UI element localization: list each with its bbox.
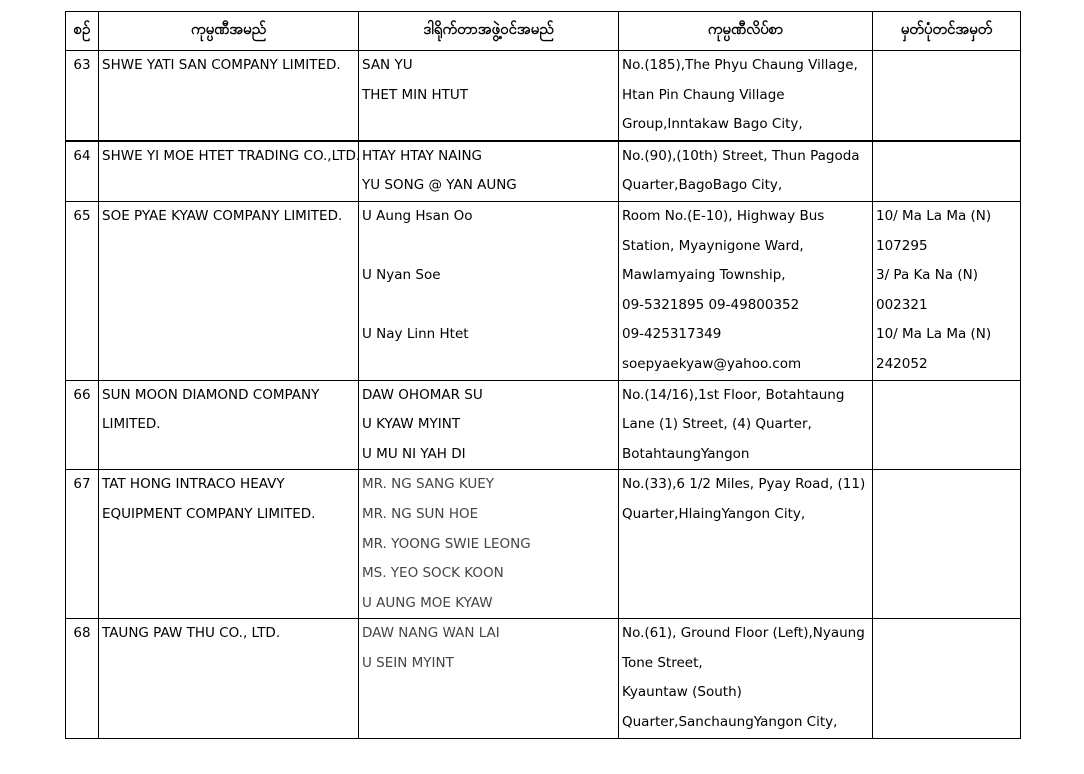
director-name: MR. NG SANG KUEY bbox=[362, 476, 495, 493]
address-line: Tone Street, bbox=[622, 654, 703, 671]
company-name: SOE PYAE KYAW COMPANY LIMITED. bbox=[102, 207, 343, 224]
row-number: 65 bbox=[73, 207, 91, 224]
row-number-cell bbox=[66, 201, 99, 380]
address-line: No.(33),6 1/2 Miles, Pyay Road, (11) bbox=[622, 476, 866, 493]
address-line-cell bbox=[619, 51, 873, 141]
address-line: No.(61), Ground Floor (Left),Nyaung bbox=[622, 625, 865, 642]
director-name: U Nyan Soe bbox=[362, 267, 441, 284]
header-company-address: ကုမ္ပဏီလိပ်စာ bbox=[619, 12, 873, 51]
address-line: No.(14/16),1st Floor, Botahtaung bbox=[622, 386, 845, 403]
address-line: soepyaekyaw@yahoo.com bbox=[622, 355, 802, 372]
director-name-cell bbox=[359, 470, 619, 619]
address-line-cell bbox=[619, 380, 873, 470]
table-row bbox=[66, 51, 1021, 141]
address-line: Lane (1) Street, (4) Quarter, bbox=[622, 416, 812, 433]
director-name: DAW NANG WAN LAI bbox=[362, 625, 500, 642]
company-name: TAT HONG INTRACO HEAVY bbox=[102, 476, 285, 493]
company-name: SHWE YI MOE HTET TRADING CO.,LTD. bbox=[102, 147, 361, 164]
row-number-cell bbox=[66, 51, 99, 141]
row-number: 68 bbox=[73, 625, 91, 642]
registration-number-cell bbox=[873, 51, 1021, 141]
header-no: စဉ် bbox=[66, 12, 99, 51]
registration-number-cell bbox=[873, 619, 1021, 738]
table-row bbox=[66, 141, 1021, 202]
director-name: U Nay Linn Htet bbox=[362, 326, 469, 343]
director-name: U AUNG MOE KYAW bbox=[362, 594, 493, 611]
registration-number: 10/ Ma La Ma (N) bbox=[876, 207, 992, 224]
director-name: THET MIN HTUT bbox=[362, 86, 469, 103]
director-name: MS. YEO SOCK KOON bbox=[362, 565, 504, 582]
row-number: 63 bbox=[73, 57, 91, 73]
address-line-cell bbox=[619, 470, 873, 619]
director-name: MR. YOONG SWIE LEONG bbox=[362, 535, 531, 552]
registration-number-cell bbox=[873, 380, 1021, 470]
company-name: TAUNG PAW THU CO., LTD. bbox=[102, 625, 281, 642]
director-name: MR. NG SUN HOE bbox=[362, 505, 479, 522]
company-name-cell bbox=[99, 51, 359, 141]
director-name bbox=[359, 291, 618, 321]
header-company-name: ကုမ္ပဏီအမည် bbox=[99, 12, 359, 51]
header-registration-number: မှတ်ပုံတင်အမှတ် bbox=[873, 12, 1021, 51]
director-name: U SEIN MYINT bbox=[362, 654, 454, 671]
table-header-row bbox=[66, 12, 1021, 51]
address-line: BotahtaungYangon bbox=[622, 445, 750, 462]
address-line: 09-5321895 09-49800352 bbox=[622, 296, 800, 313]
registration-number: 3/ Pa Ka Na (N) bbox=[876, 267, 979, 284]
table-row bbox=[66, 470, 1021, 619]
row-number-cell bbox=[66, 470, 99, 619]
address-line: Mawlamyaing Township, bbox=[622, 267, 786, 284]
registration-number-cell bbox=[873, 470, 1021, 619]
table-row bbox=[66, 380, 1021, 470]
header-director-names: ဒါရိုက်တာအဖွဲ့ဝင်အမည် bbox=[359, 12, 619, 51]
director-name: DAW OHOMAR SU bbox=[362, 386, 483, 403]
registration-number-cell bbox=[873, 201, 1021, 380]
row-number-cell bbox=[66, 619, 99, 738]
director-name: YU SONG @ YAN AUNG bbox=[362, 177, 517, 194]
registration-number: 107295 bbox=[876, 237, 928, 254]
company-registry-table bbox=[65, 11, 1021, 739]
company-name-cell bbox=[99, 470, 359, 619]
company-name: SHWE YATI SAN COMPANY LIMITED. bbox=[102, 57, 341, 73]
director-name: HTAY HTAY NAING bbox=[362, 147, 483, 164]
director-name: U MU NI YAH DI bbox=[362, 445, 466, 462]
address-line-cell bbox=[619, 141, 873, 202]
address-line: Quarter,HlaingYangon City, bbox=[622, 505, 806, 522]
director-name bbox=[359, 232, 618, 262]
address-line: Room No.(E-10), Highway Bus bbox=[622, 207, 825, 224]
director-name-cell bbox=[359, 380, 619, 470]
address-line: Quarter,BagoBago City, bbox=[622, 177, 783, 194]
row-number-cell bbox=[66, 141, 99, 202]
director-name: U Aung Hsan Oo bbox=[362, 207, 473, 224]
registration-number: 10/ Ma La Ma (N) bbox=[876, 326, 992, 343]
company-name: SUN MOON DIAMOND COMPANY bbox=[102, 386, 320, 403]
director-name: U KYAW MYINT bbox=[362, 416, 461, 433]
company-name-cell bbox=[99, 201, 359, 380]
address-line: 09-425317349 bbox=[622, 326, 722, 343]
company-name: LIMITED. bbox=[102, 416, 161, 433]
address-line: Quarter,SanchaungYangon City, bbox=[622, 714, 838, 731]
address-line: Kyauntaw (South) bbox=[622, 684, 742, 701]
director-name-cell bbox=[359, 51, 619, 141]
registration-number-cell bbox=[873, 141, 1021, 202]
table-row bbox=[66, 619, 1021, 738]
director-name-cell bbox=[359, 141, 619, 202]
table-row bbox=[66, 201, 1021, 380]
address-line: Group,Inntakaw Bago City, bbox=[622, 116, 803, 133]
row-number: 67 bbox=[73, 476, 91, 493]
registration-number: 242052 bbox=[876, 355, 928, 372]
company-name: EQUIPMENT COMPANY LIMITED. bbox=[102, 505, 316, 522]
address-line: No.(90),(10th) Street, Thun Pagoda bbox=[622, 147, 860, 164]
address-line: No.(185),The Phyu Chaung Village, bbox=[622, 57, 858, 73]
row-number: 64 bbox=[73, 147, 91, 164]
address-line: Htan Pin Chaung Village bbox=[622, 86, 785, 103]
company-name-cell bbox=[99, 619, 359, 738]
director-name-cell bbox=[359, 619, 619, 738]
director-name-cell bbox=[359, 201, 619, 380]
address-line-cell bbox=[619, 201, 873, 380]
address-line-cell bbox=[619, 619, 873, 738]
company-name-cell bbox=[99, 141, 359, 202]
row-number-cell bbox=[66, 380, 99, 470]
company-name-cell bbox=[99, 380, 359, 470]
row-number: 66 bbox=[73, 386, 91, 403]
address-line: Station, Myaynigone Ward, bbox=[622, 237, 804, 254]
registration-number: 002321 bbox=[876, 296, 928, 313]
director-name: SAN YU bbox=[362, 57, 413, 73]
